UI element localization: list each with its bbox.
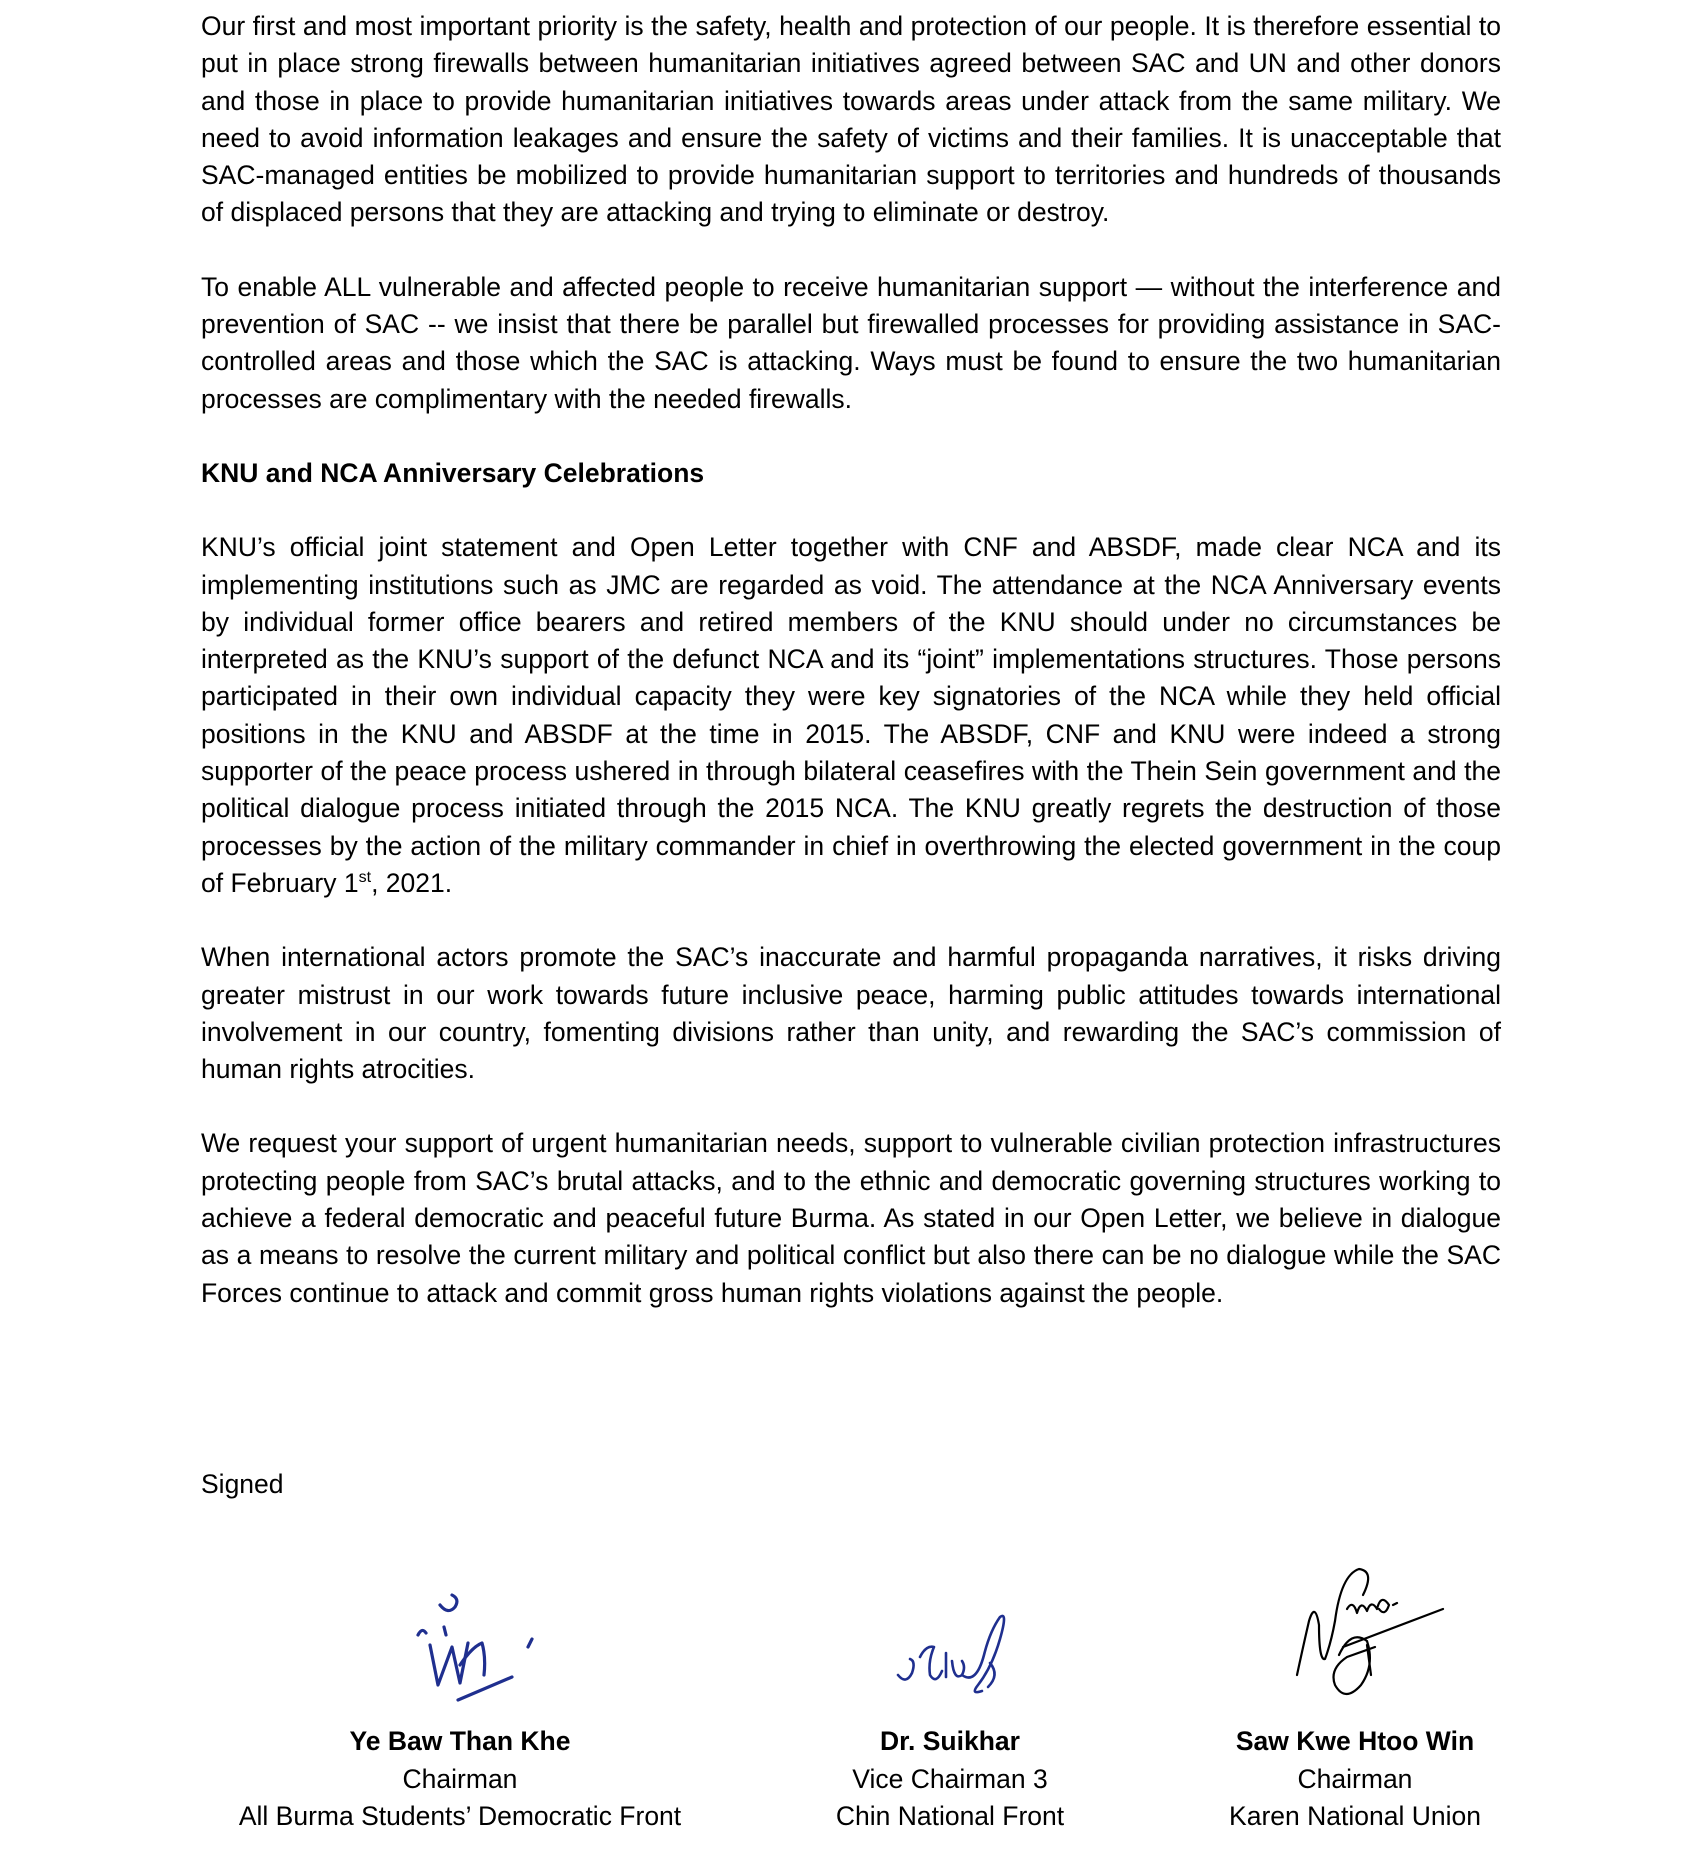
signatory-name: Dr. Suikhar — [880, 1726, 1020, 1756]
signature-image-saw-kwe-htoo-win — [1235, 1535, 1475, 1715]
signatory-organization: Karen National Union — [1229, 1801, 1481, 1831]
paragraph-nca-anniversary-end: , 2021. — [371, 867, 453, 898]
paragraph-support-request: We request your support of urgent humanitarian needs, support to vulnerable civilian protection infrastructures protecting people from SAC’s brutal attacks, and to the ethnic and democratic governing structures working to achieve a federal democratic and peaceful future Burma. As stated in our Open Letter, we believe in dialogue as a means to resolve the current military and political conflict but also there can be no dialogue while the SAC Forces continue to attack and commit gross human rights violations against the people. — [201, 1128, 1501, 1308]
paragraph-nca-anniversary — [201, 529, 1501, 902]
signatory-title: Vice Chairman 3 — [852, 1763, 1048, 1794]
signature-block-absdf — [210, 1535, 710, 1831]
section-heading: KNU and NCA Anniversary Celebrations — [201, 457, 705, 488]
signatory-name: Ye Baw Than Khe — [349, 1726, 571, 1756]
signature-image-dr-suikhar — [850, 1535, 1050, 1715]
signatory-organization: All Burma Students’ Democratic Front — [238, 1801, 682, 1831]
paragraph-nca-anniversary-text: KNU’s official joint statement and Open Letter together with CNF and ABSDF, made clear NCA and its implementing institutions such as JMC are regarded as void. The attendance at the NCA Anniversary events by individual former office bearers and retired members of the KNU should under no circumstances be interpreted as the KNU’s support of the defunct NCA and its “joint” implementations structures. Those persons participated in their own individual capacity they were key signatories of the NCA while they held official positions in the KNU and ABSDF at the time in 2015. The ABSDF, CNF and KNU were indeed a strong supporter of the peace process ushered in through bilateral ceasefires with the Thein Sein government and the political dialogue process initiated through the 2015 NCA. The KNU greatly regrets the destruction of those processes by the action of the military commander in chief in overthrowing the elected government in the coup of February 1 — [201, 532, 1501, 898]
ordinal-suffix: st — [358, 869, 372, 887]
paragraph-safety-priority: Our first and most important priority is the safety, health and protection of our people. It is therefore essential to put in place strong firewalls between humanitarian initiatives agreed between SAC and UN and other donors and those in place to provide humanitarian initiatives towards areas under attack from the same military. We need to avoid information leakages and ensure the safety of victims and their families. It is unacceptable that SAC-managed entities be mobilized to provide humanitarian support to territories and hundreds of thousands of displaced persons that they are attacking and trying to eliminate or destroy. — [201, 11, 1501, 228]
paragraph-propaganda-risks: When international actors promote the SAC’s inaccurate and harmful propaganda narratives, it risks driving greater mistrust in our work towards future inclusive peace, harming public attitudes towards international involvement in our country, fomenting divisions rather than unity, and rewarding the SAC’s commission of human rights atrocities. — [201, 942, 1501, 1085]
letter-body — [201, 8, 1501, 1349]
paragraph-parallel-processes: To enable ALL vulnerable and affected people to receive humanitarian support — without the interference and prevention of SAC -- we insist that there be parallel but firewalled processes for providing assistance in SAC-controlled areas and those which the SAC is attacking. Ways must be found to ensure the two humanitarian processes are complimentary with the needed firewalls. — [201, 271, 1501, 414]
signed-label: Signed — [201, 1469, 284, 1499]
signatory-title: Chairman — [402, 1763, 518, 1794]
signature-block-knu — [1105, 1535, 1605, 1831]
signatory-title: Chairman — [1297, 1763, 1413, 1794]
signatory-organization: Chin National Front — [835, 1801, 1065, 1831]
signature-image-ye-baw-than-khe — [360, 1535, 560, 1715]
signatory-name: Saw Kwe Htoo Win — [1235, 1726, 1475, 1756]
